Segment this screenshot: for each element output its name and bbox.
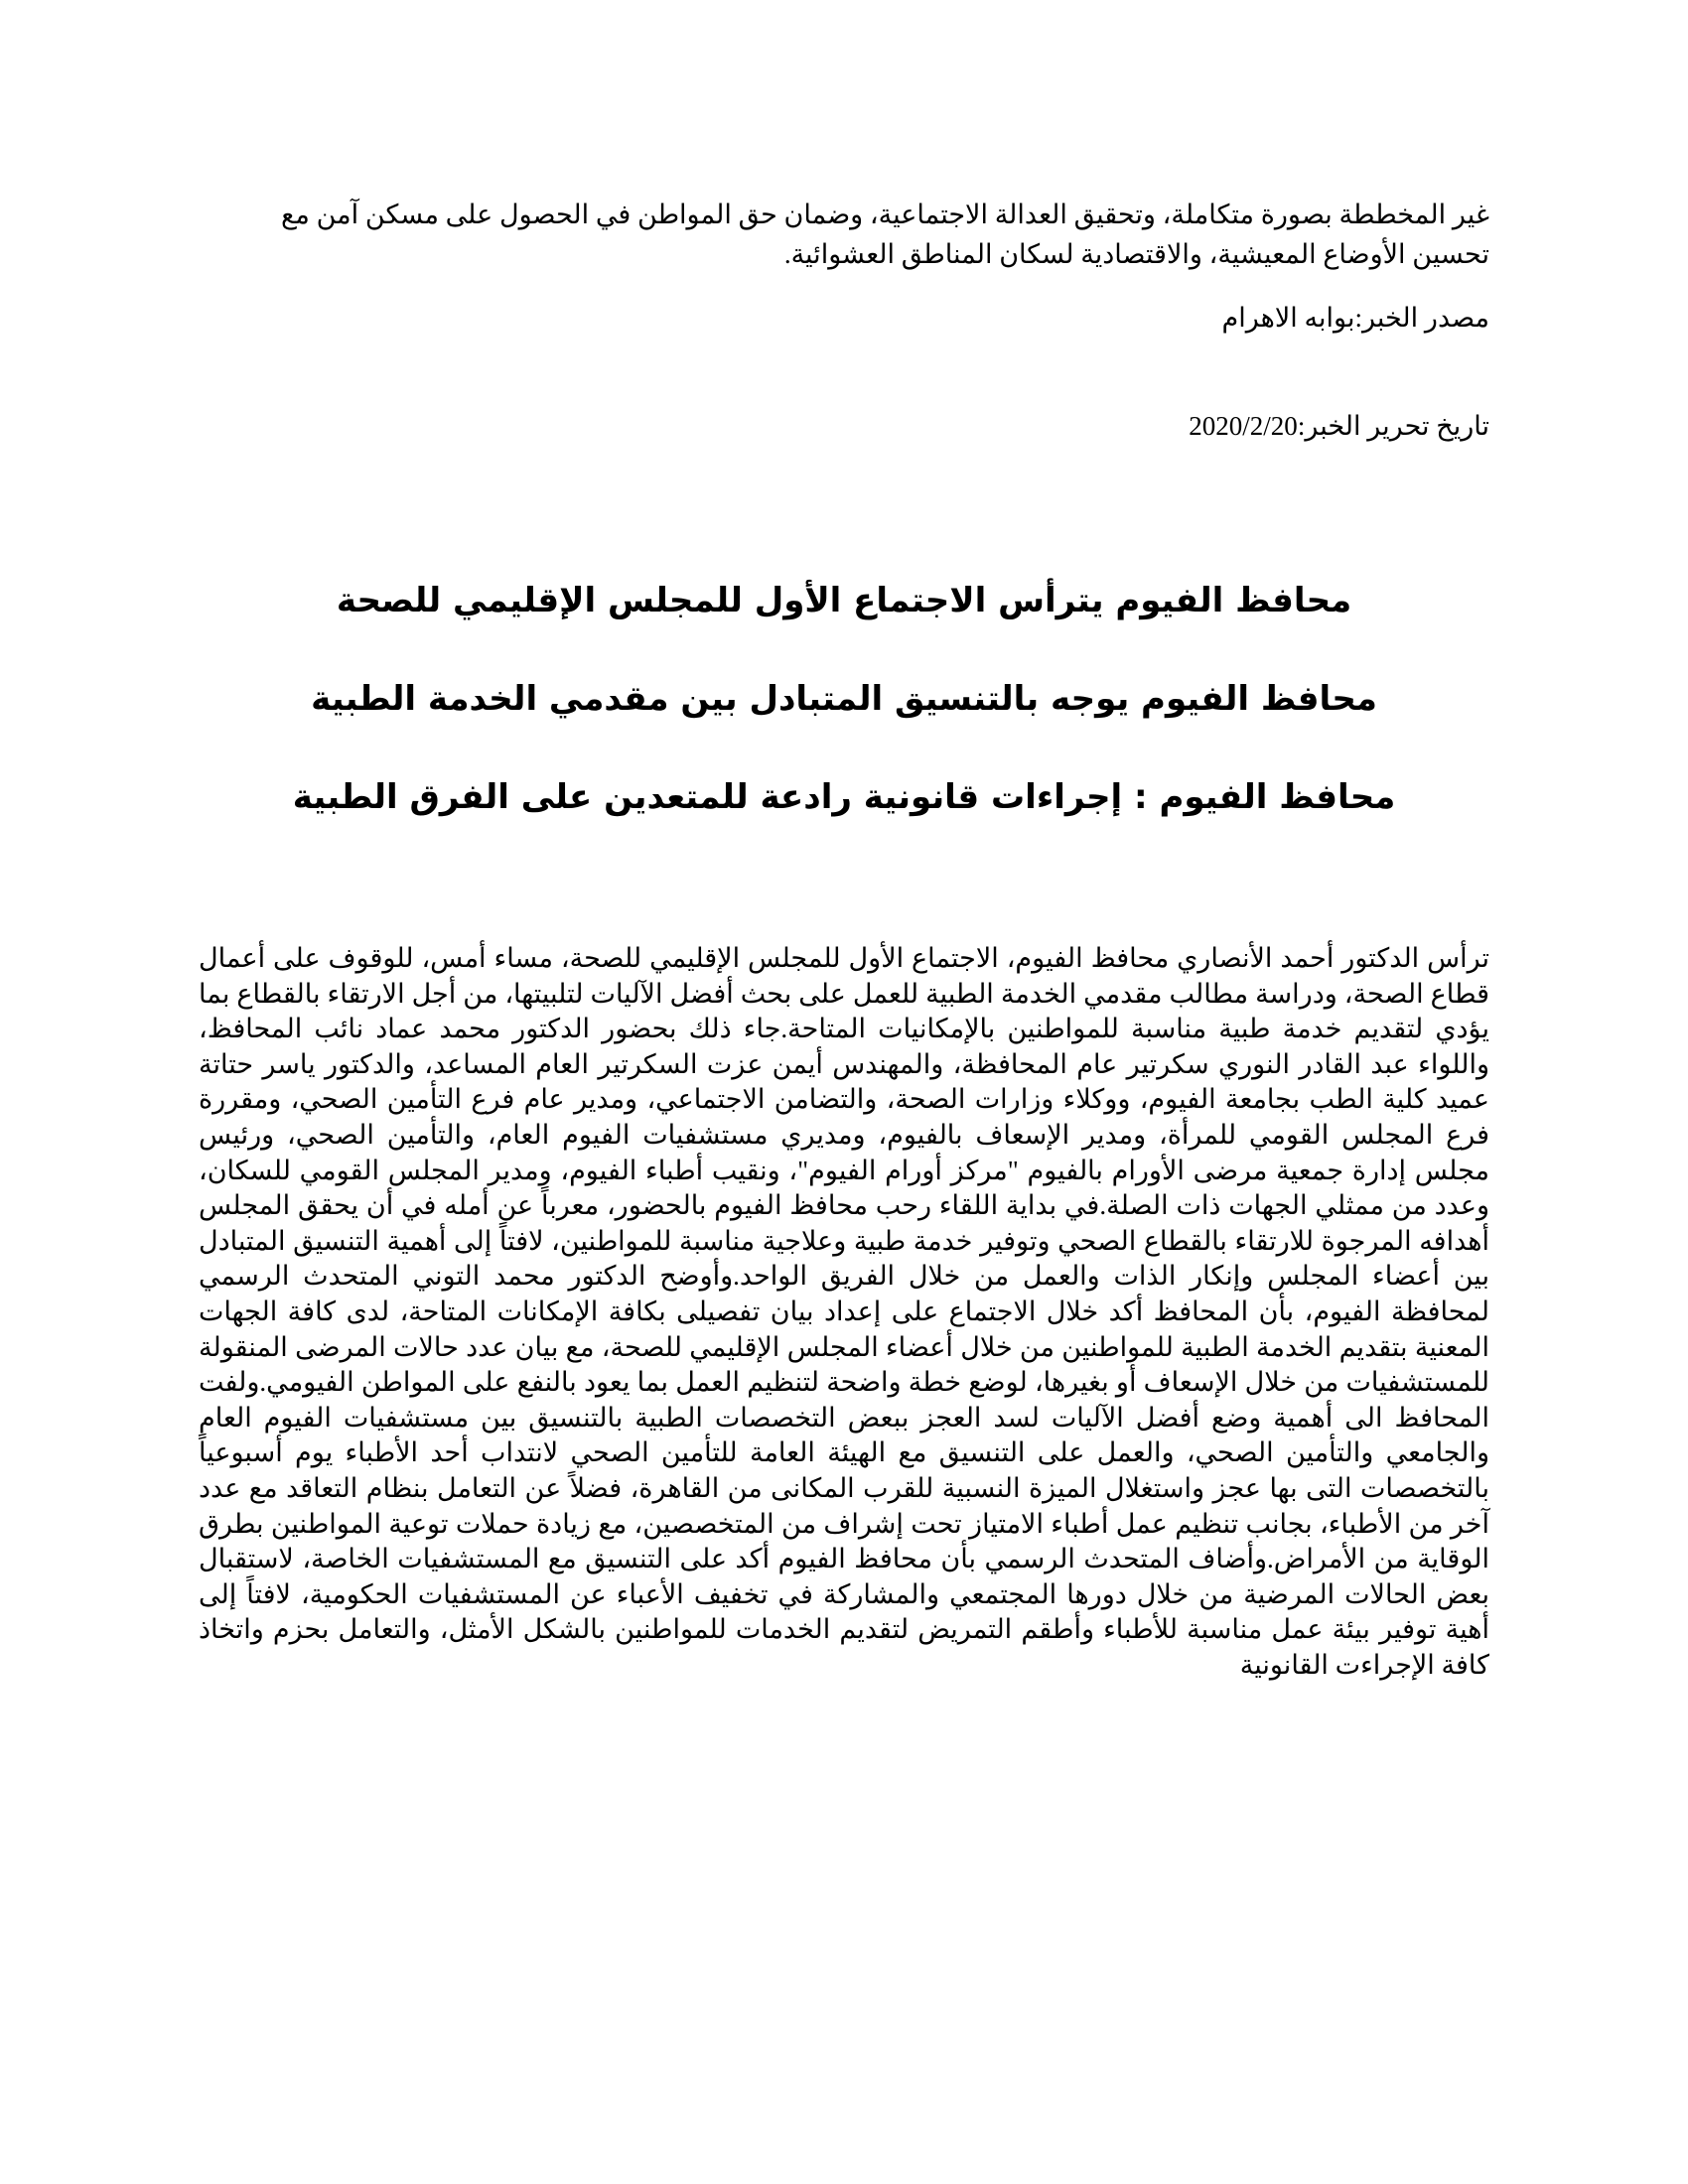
news-source-line: مصدر الخبر:بوابه الاهرام (1221, 303, 1489, 333)
headlines-block (199, 578, 1489, 873)
headline-2: محافظ الفيوم يوجه بالتنسيق المتبادل بين مقدمي الخدمة الطبية (311, 679, 1377, 719)
headline-1: محافظ الفيوم يترأس الاجتماع الأول للمجلس الإقليمي للصحة (336, 581, 1352, 620)
intro-paragraph: غير المخططة بصورة متكاملة، وتحقيق العدالة الاجتماعية، وضمان حق المواطن في الحصول على مسكن آمن مع تحسين الأوضاع المعيشية، والاقتصادية لسكان المناطق العشوائية. (281, 200, 1489, 269)
headline-3: محافظ الفيوم : إجراءات قانونية رادعة للمتعدين على الفرق الطبية (292, 777, 1396, 817)
news-date-line: تاريخ تحرير الخبر:2020/2/20 (1189, 411, 1489, 441)
article-body-paragraph: ترأس الدكتور أحمد الأنصاري محافظ الفيوم، الاجتماع الأول للمجلس الإقليمي للصحة، مساء أمس، للوقوف على أعمال قطاع الصحة، ودراسة مطالب مقدمي الخدمة الطبية للعمل على بحث أفضل الآليات لتلبيتها، من أجل الارتقاء بالقطاع بما يؤدي لتقديم خدمة طبية مناسبة للمواطنين بالإمكانيات المتاحة.جاء ذلك بحضور الدكتور محمد عماد نائب المحافظ، واللواء عبد القادر النوري سكرتير عام المحافظة، والمهندس أيمن عزت السكرتير العام المساعد، والدكتور ياسر حتاتة عميد كلية الطب بجامعة الفيوم، ووكلاء وزارات الصحة، والتضامن الاجتماعي، ومدير عام فرع التأمين الصحي، ومقررة فرع المجلس القومي للمرأة، ومدير الإسعاف بالفيوم، ومديري مستشفيات الفيوم العام، والتأمين الصحي، ورئيس مجلس إدارة جمعية مرضى الأورام بالفيوم "مركز أورام الفيوم"، ونقيب أطباء الفيوم، ومدير المجلس القومي للسكان، وعدد من ممثلي الجهات ذات الصلة.في بداية اللقاء رحب محافظ الفيوم بالحضور، معرباً عن أمله في أن يحقق المجلس أهدافه المرجوة للارتقاء بالقطاع الصحي وتوفير خدمة طبية وعلاجية مناسبة للمواطنين، لافتاً إلى أهمية التنسيق المتبادل بين أعضاء المجلس وإنكار الذات والعمل من خلال الفريق الواحد.وأوضح الدكتور محمد التوني المتحدث الرسمي لمحافظة الفيوم، بأن المحافظ أكد خلال الاجتماع على إعداد بيان تفصيلى بكافة الإمكانات المتاحة، لدى كافة الجهات المعنية بتقديم الخدمة الطبية للمواطنين من خلال أعضاء المجلس الإقليمي للصحة، مع بيان عدد حالات المرضى المنقولة للمستشفيات من خلال الإسعاف أو بغيرها، لوضع خطة واضحة لتنظيم العمل بما يعود بالنفع على المواطن الفيومي.ولفت المحافظ الى أهمية وضع أفضل الآليات لسد العجز ببعض التخصصات الطبية بالتنسيق بين مستشفيات الفيوم العام والجامعي والتأمين الصحي، والعمل على التنسيق مع الهيئة العامة للتأمين الصحي لانتداب أحد الأطباء يوم أسبوعياً بالتخصصات التى بها عجز واستغلال الميزة النسبية للقرب المكانى من القاهرة، فضلاً عن التعامل بنظام التعاقد مع عدد آخر من الأطباء، بجانب تنظيم عمل أطباء الامتياز تحت إشراف من المتخصصين، مع زيادة حملات توعية المواطنين بطرق الوقاية من الأمراض.وأضاف المتحدث الرسمي بأن محافظ الفيوم أكد على التنسيق مع المستشفيات الخاصة، لاستقبال بعض الحالات المرضية من خلال دورها المجتمعي والمشاركة في تخفيف الأعباء عن المستشفيات الحكومية، لافتاً إلى أهية توفير بيئة عمل مناسبة للأطباء وأطقم التمريض لتقديم الخدمات للمواطنين بالشكل الأمثل، والتعامل بحزم واتخاذ كافة الإجراءت القانونية (199, 943, 1489, 1680)
